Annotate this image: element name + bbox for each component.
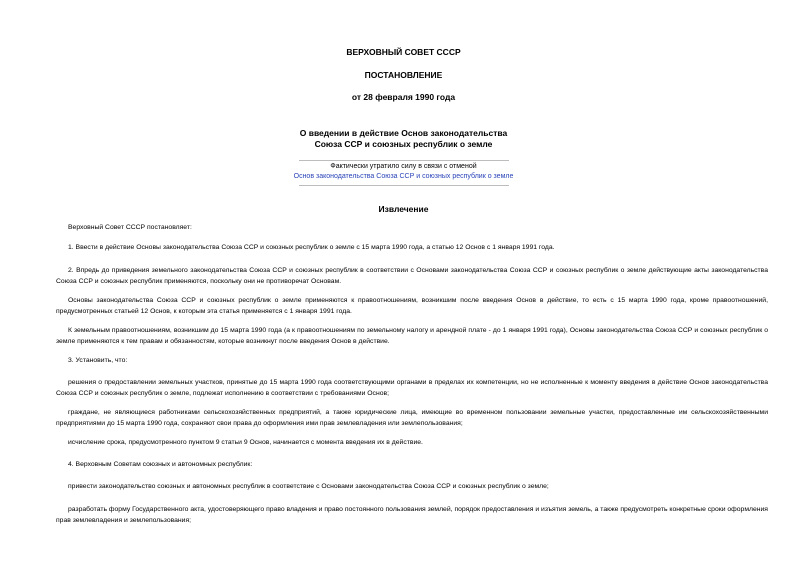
paragraph bbox=[56, 481, 768, 492]
paragraph-text: К земельным правоотношениям, возникшим до 15 марта 1990 года (а к правоотношениям по земельному налогу и арендной плате - до 1 января 1991 года), Основы законодательства Союза ССР и союзных республик о земле применяются к тем правам и обязанностям, которые возникнут после введения Основ в действие. bbox=[56, 327, 768, 345]
paragraph-text: 4. Верховным Советам союзных и автономных республик: bbox=[68, 461, 253, 468]
paragraph-text: 1. Ввести в действие Основы законодательства Союза ССР и союзных республик о земле с 15 марта 1990 года, а статью 12 Основ с 1 января 1991 года. bbox=[68, 244, 555, 251]
document-title-line1: О введении в действие Основ законодательства bbox=[299, 128, 508, 138]
paragraph-text: Верховный Совет СССР постановляет: bbox=[68, 224, 192, 231]
paragraph-text: граждане, не являющиеся работниками сельскохозяйственных предприятий, а также юридические лица, имеющие во временном пользовании земельные участки, предоставленные им сельскохозяйственными предприятиями до 15 марта 1990 года, сохраняют свои права до оформления ими прав землевладения или землепользования; bbox=[56, 409, 768, 427]
paragraph-text: разработать форму Государственного акта, удостоверяющего право владения и право постоянного пользования землей, порядок предоставления и изъятия земель, а также предусмотреть конкретные сроки оформления прав землевладения и землепользования; bbox=[56, 506, 768, 524]
paragraph bbox=[56, 459, 768, 470]
paragraph bbox=[56, 377, 768, 399]
paragraph bbox=[56, 407, 768, 429]
status-notice bbox=[0, 160, 807, 186]
divider-top bbox=[299, 160, 509, 161]
document-title-line2: Союза ССР и союзных республик о земле bbox=[314, 139, 493, 149]
paragraph bbox=[56, 265, 768, 287]
paragraph bbox=[56, 355, 768, 366]
paragraph bbox=[56, 325, 768, 347]
issuing-authority: ВЕРХОВНЫЙ СОВЕТ СССР bbox=[346, 47, 461, 57]
status-text: Фактически утратило силу в связи с отменой bbox=[330, 163, 477, 170]
paragraph-text: 3. Установить, что: bbox=[68, 357, 128, 364]
paragraph bbox=[56, 437, 768, 448]
paragraph-text: исчисление срока, предусмотренного пунктом 9 статьи 9 Основ, начинается с момента введения их в действие. bbox=[68, 439, 423, 446]
section-title: Извлечение bbox=[378, 204, 429, 214]
document-date: от 28 февраля 1990 года bbox=[351, 92, 456, 102]
paragraph-text: привести законодательство союзных и автономных республик в соответствие с Основами законодательства Союза ССР и союзных республик о земле; bbox=[68, 483, 549, 490]
paragraph bbox=[56, 504, 768, 526]
paragraph-text: решения о предоставлении земельных участков, принятые до 15 марта 1990 года соответствующими органами в пределах их компетенции, но не исполненные к моменту введения в действие Основ законодательства Союза ССР и союзных республик о земле, подлежат исполнению в соответствии с требованиями Основ; bbox=[56, 379, 768, 397]
document-type: ПОСТАНОВЛЕНИЕ bbox=[364, 70, 443, 80]
paragraph bbox=[56, 295, 768, 317]
paragraph bbox=[56, 222, 768, 233]
paragraph-text: 2. Впредь до приведения земельного законодательства Союза ССР и союзных республик в соответствии с Основами законодательства Союза ССР и союзных республик о земле действующие акты законодательства Союза ССР и союзных республик применяются, поскольку они не противоречат Основам. bbox=[56, 267, 768, 285]
divider-bottom bbox=[299, 185, 509, 186]
paragraph-text: Основы законодательства Союза ССР и союзных республик о земле применяются к правоотношениям, возникшим после введения Основ в действие, то есть с 15 марта 1990 года, кроме правоотношений, предусмотренных статьей 12 Основ, к которым эта статья применяется с 1 января 1991 года. bbox=[56, 297, 768, 315]
status-link[interactable]: Основ законодательства Союза ССР и союзных республик о земле bbox=[293, 173, 514, 180]
paragraph bbox=[56, 242, 768, 253]
document-title bbox=[0, 128, 807, 150]
